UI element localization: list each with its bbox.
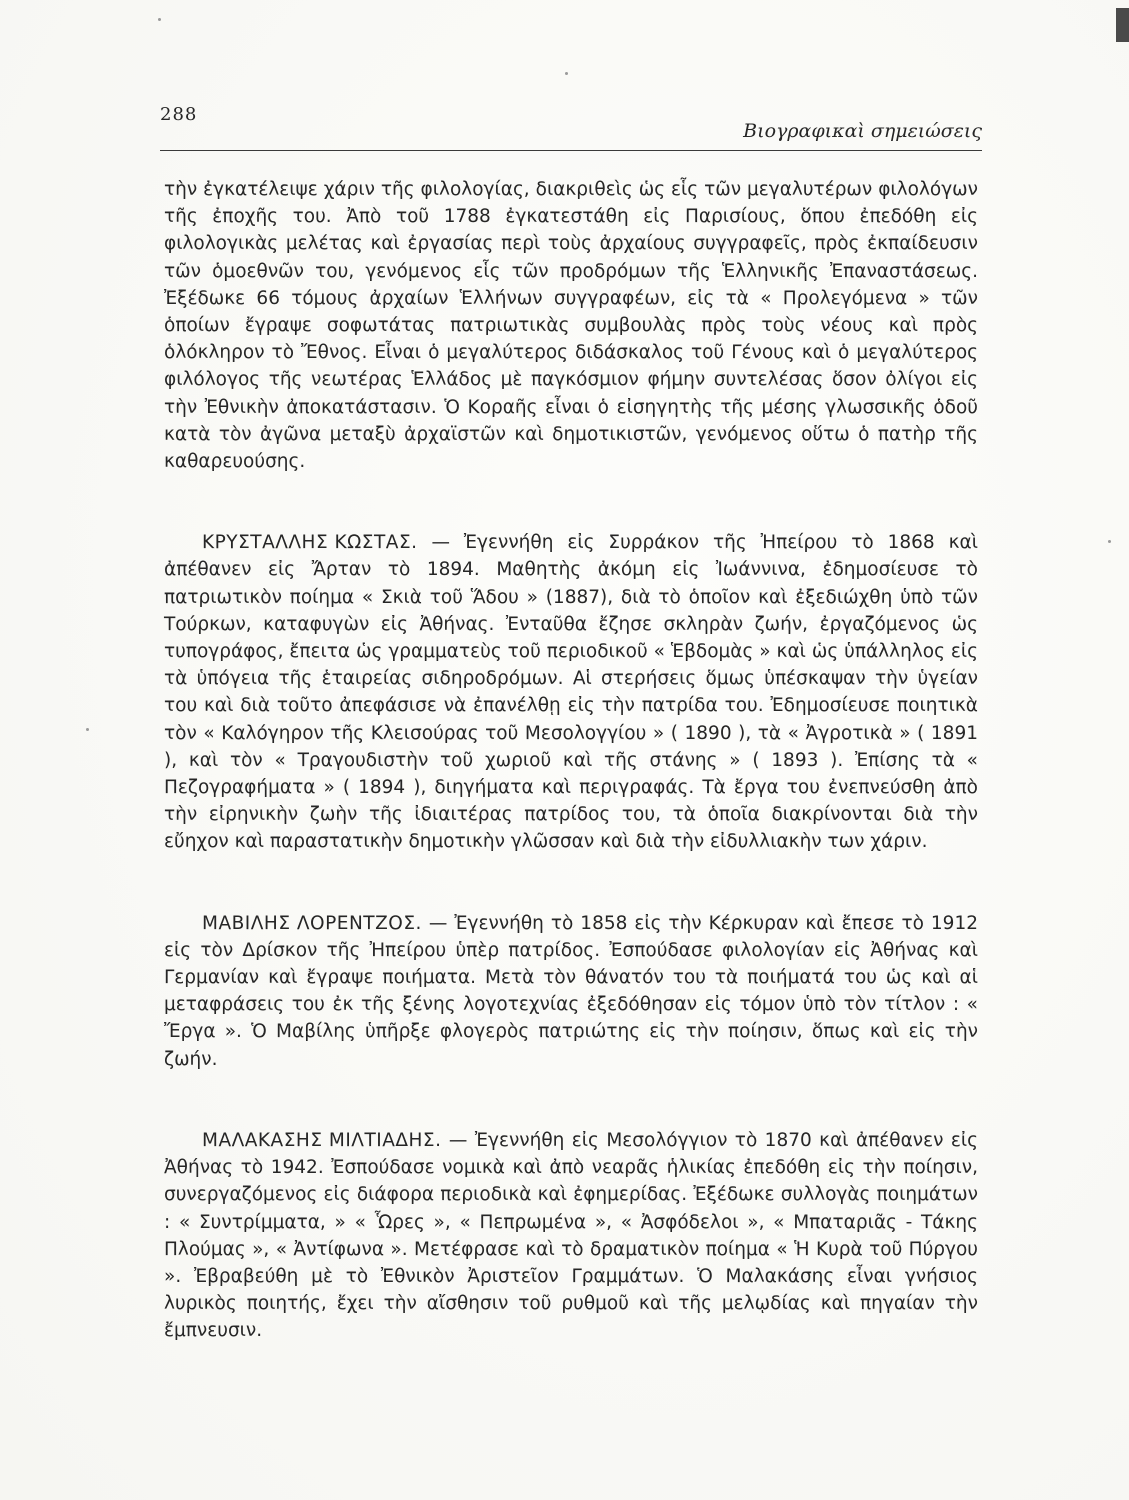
entry-malakasis [164, 1127, 978, 1345]
paper-speck [565, 72, 568, 75]
entry-name: ΜΑΒΙΛΗΣ ΛΟΡΕΝΤΖΟΣ. [202, 912, 422, 934]
entry-name: ΜΑΛΑΚΑΣΗΣ ΜΙΛΤΙΑΔΗΣ. [202, 1129, 442, 1151]
running-title: Βιογραφικαὶ σημειώσεις [743, 120, 982, 142]
paper-speck [1108, 540, 1111, 543]
entry-name: ΚΡΥΣΤΑΛΛΗΣ ΚΩΣΤΑΣ. [202, 532, 418, 554]
page-header [160, 102, 982, 151]
paper-speck [158, 18, 161, 21]
entry-mavilis [164, 910, 978, 1073]
body-text [164, 176, 978, 1345]
entry-krystallis [164, 529, 978, 855]
continuation-paragraph: τὴν ἐγκατέλειψε χάριν τῆς φιλολογίας, διακριθεὶς ὡς εἷς τῶν μεγαλυτέρων φιλολόγων τῆς ἐποχῆς του. Ἀπὸ τοῦ 1788 ἐγκατεστάθη εἰς Παρισίους, ὅπου ἐπεδόθη εἰς φιλολογικὰς μελέτας καὶ ἐργασίας περὶ τοὺς ἀρχαίους συγγραφεῖς, πρὸς ἐκπαίδευσιν τῶν ὁμοεθνῶν του, γενόμενος εἷς τῶν προδρόμων τῆς Ἑλληνικῆς Ἐπαναστάσεως. Ἐξέδωκε 66 τόμους ἀρχαίων Ἑλλήνων συγγραφέων, εἰς τὰ « Προλεγόμενα » τῶν ὁποίων ἔγραψε σοφωτάτας πατριωτικὰς συμβουλὰς πρὸς τοὺς νέους καὶ πρὸς ὁλόκληρον τὸ Ἔθνος. Εἶναι ὁ μεγαλύτερος διδάσκαλος τοῦ Γένους καὶ ὁ μεγαλύτερος φιλόλογος τῆς νεωτέρας Ἑλλάδος μὲ παγκόσμιον φήμην συντελέσας ὅσον ὀλίγοι εἰς τὴν Ἐθνικὴν ἀποκατάστασιν. Ὁ Κοραῆς εἶναι ὁ εἰσηγητὴς τῆς μέσης γλωσσικῆς ὁδοῦ κατὰ τὸν ἀγῶνα μεταξὺ ἀρχαϊστῶν καὶ δημοτικιστῶν, γενόμενος οὕτω ὁ πατὴρ τῆς καθαρευούσης. [164, 179, 978, 473]
page-number: 288 [160, 104, 198, 125]
paper-speck [86, 728, 89, 731]
page-corner-mark [1116, 8, 1129, 42]
entry-text: — Ἐγεννήθη τὸ 1858 εἰς τὴν Κέρκυραν καὶ ἔπεσε τὸ 1912 εἰς τὸν Δρίσκον τῆς Ἠπείρου ὑπὲρ πατρίδος. Ἐσπούδασε φιλολογίαν εἰς Ἀθήνας καὶ Γερμανίαν καὶ ἔγραψε ποιήματα. Μετὰ τὸν θάνατόν του τὰ ποιήματά του ὡς καὶ αἱ μεταφράσεις του ἐκ τῆς ξένης λογοτεχνίας ἐξεδόθησαν εἰς τόμον ὑπὸ τὸν τίτλον : « Ἔργα ». Ὁ Μαβίλης ὑπῆρξε φλογερὸς πατριώτης εἰς τὴν ποίησιν, ὅπως καὶ εἰς τὴν ζωήν. [164, 912, 978, 1070]
entry-text: — Ἐγεννήθη εἰς Συρράκον τῆς Ἠπείρου τὸ 1868 καὶ ἀπέθανεν εἰς Ἄρταν τὸ 1894. Μαθητὴς ἀκόμη εἰς Ἰωάννινα, ἐδημοσίευσε τὸ πατριωτικὸν ποίημα « Σκιὰ τοῦ Ἅδου » (1887), διὰ τὸ ὁποῖον καὶ ἐξεδιώχθη ὑπὸ τῶν Τούρκων, καταφυγὼν εἰς Ἀθήνας. Ἐνταῦθα ἔζησε σκληρὰν ζωήν, ἐργαζόμενος ὡς τυπογράφος, ἔπειτα ὡς γραμματεὺς τοῦ περιοδικοῦ « Ἑβδομὰς » καὶ ὡς ὑπάλληλος εἰς τὰ ὑπόγεια τῆς ἑταιρείας σιδηροδρόμων. Αἱ στερήσεις ὅμως ὑπέσκαψαν τὴν ὑγείαν του καὶ διὰ τοῦτο ἀπεφάσισε νὰ ἐπανέλθῃ εἰς τὴν πατρίδα του. Ἐδημοσίευσε ποιητικὰ τὸν « Καλόγηρον τῆς Κλεισούρας τοῦ Μεσολογγίου » ( 1890 ), τὰ « Ἀγροτικὰ » ( 1891 ), καὶ τὸν « Τραγουδιστὴν τοῦ χωριοῦ καὶ τῆς στάνης » ( 1893 ). Ἐπίσης τὰ « Πεζογραφήματα » ( 1894 ), διηγήματα καὶ περιγραφάς. Τὰ ἔργα του ἐνεπνεύσθη ἀπὸ τὴν εἰρηνικὴν ζωὴν τῆς ἰδιαιτέρας πατρίδος του, τὰ ὁποῖα διακρίνονται διὰ τὴν εὔηχον καὶ παραστατικὴν δημοτικὴν γλῶσσαν καὶ διὰ τὴν εἰδυλλιακὴν των χάριν. [164, 532, 978, 853]
entry-text: — Ἐγεννήθη εἰς Μεσολόγγιον τὸ 1870 καὶ ἀπέθανεν εἰς Ἀθήνας τὸ 1942. Ἐσπούδασε νομικὰ καὶ ἀπὸ νεαρᾶς ἡλικίας ἐπεδόθη εἰς τὴν ποίησιν, συνεργαζόμενος εἰς διάφορα περιοδικὰ καὶ ἐφημερίδας. Ἐξέδωκε συλλογὰς ποιημάτων : « Συντρίμματα, » « Ὧρες », « Πεπρωμένα », « Ἀσφόδελοι », « Μπαταριᾶς - Τάκης Πλούμας », « Ἀντίφωνα ». Μετέφρασε καὶ τὸ δραματικὸν ποίημα « Ἡ Κυρὰ τοῦ Πύργου ». Ἐβραβεύθη μὲ τὸ Ἐθνικὸν Ἀριστεῖον Γραμμάτων. Ὁ Μαλακάσης εἶναι γνήσιος λυρικὸς ποιητής, ἔχει τὴν αἴσθησιν τοῦ ρυθμοῦ καὶ τῆς μελῳδίας καὶ πηγαίαν τὴν ἔμπνευσιν. [164, 1129, 978, 1342]
